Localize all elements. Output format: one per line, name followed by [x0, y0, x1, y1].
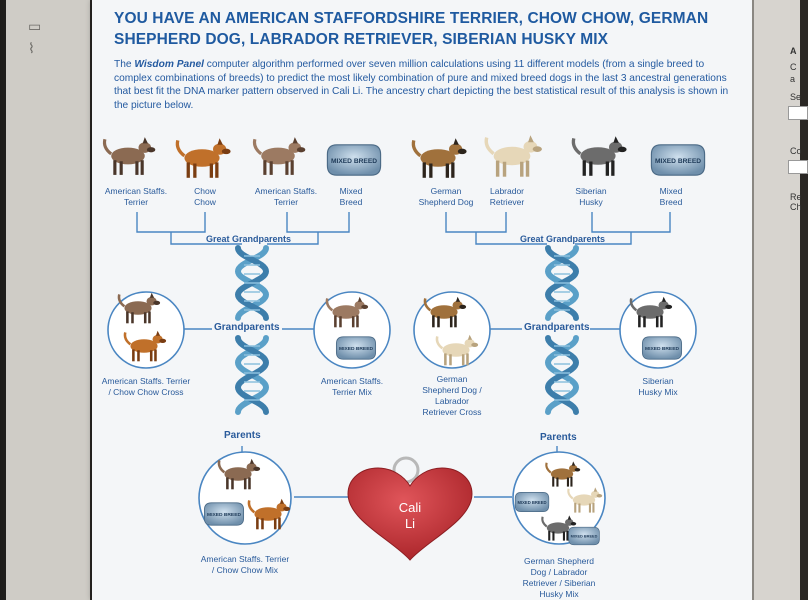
- mixed-breed-tag-icon: [336, 337, 375, 359]
- svg-text:MIXED BREED: MIXED BREED: [645, 347, 679, 353]
- parent-label: German Shepherd Dog / Labrador Retriever / Siberian Husky Mix: [522, 556, 596, 599]
- gen-label-grandparents: Grandparents: [524, 322, 590, 333]
- mixed-breed-tag-icon: [569, 527, 600, 545]
- gen-label-parents: Parents: [540, 432, 577, 443]
- dna-helix-icon: [548, 338, 576, 412]
- attachment-icon[interactable]: ⌇: [28, 40, 35, 56]
- gg-label: Mixed Breed: [339, 186, 363, 207]
- dog-icon: [413, 138, 466, 178]
- dna-helix-icon: [548, 248, 576, 318]
- gen-label-great-grandparents: Great Grandparents: [520, 234, 606, 244]
- svg-text:MIXED BREED: MIXED BREED: [339, 347, 373, 353]
- dog-icon: [104, 137, 155, 175]
- parent-label: American Staffs. Terrier / Chow Chow Mix: [200, 554, 290, 575]
- svg-text:MIXED BREED: MIXED BREED: [654, 157, 702, 165]
- viewer-left-toolbar: [6, 0, 90, 600]
- gg-label: Siberian Husky: [575, 186, 607, 207]
- mixed-breed-tag-icon: [642, 337, 681, 359]
- dog-icon: [573, 136, 626, 176]
- dna-helix-icon: [238, 338, 266, 412]
- gg-label: Mixed Breed: [659, 186, 683, 207]
- gg-label: Labrador Retriever: [489, 186, 525, 207]
- page-title: YOU HAVE AN AMERICAN STAFFORDSHIRE TERRIER, CHOW CHOW, GERMAN SHEPHERD DOG, LABRADOR RETRIEVER, SIBERIAN HUSKY MIX: [114, 10, 709, 48]
- gg-label: German Shepherd Dog: [418, 186, 474, 207]
- gen-label-great-grandparents: Great Grandparents: [206, 234, 292, 244]
- side-panel-field[interactable]: [788, 106, 808, 120]
- brand-name: Wisdom Panel: [134, 59, 204, 70]
- dog-name: Cali Li: [398, 500, 422, 531]
- mixed-breed-tag-icon: [651, 145, 704, 175]
- connector-lines: [137, 212, 670, 497]
- side-panel-field[interactable]: [788, 160, 808, 174]
- bookmark-icon[interactable]: ▭: [28, 18, 42, 34]
- gg-label: American Staffs. Terrier: [104, 186, 168, 207]
- gen-label-parents: Parents: [224, 430, 261, 441]
- mixed-breed-tag-icon: [515, 492, 549, 511]
- dog-icon: [177, 138, 230, 178]
- dog-icon: [254, 137, 305, 175]
- svg-text:MIXED BREED: MIXED BREED: [207, 513, 241, 519]
- gen-label-grandparents: Grandparents: [214, 322, 280, 333]
- grandparent-label: German Shepherd Dog / Labrador Retriever Cross: [422, 374, 482, 417]
- document-page: [92, 0, 752, 600]
- grandparent-label: American Staffs. Terrier / Chow Chow Cross: [101, 376, 191, 397]
- grandparent-label: Siberian Husky Mix: [638, 376, 678, 397]
- gg-label: American Staffs. Terrier: [254, 186, 318, 207]
- svg-text:MIXED BREED: MIXED BREED: [330, 157, 378, 165]
- grandparent-label: American Staffs. Terrier Mix: [320, 376, 384, 397]
- mixed-breed-tag-icon: [204, 503, 243, 525]
- viewer-right-panel: A C a Se Co Re Ch: [752, 0, 800, 600]
- mixed-breed-tag-icon: [327, 145, 380, 175]
- dna-helix-icon: [238, 248, 266, 318]
- intro-paragraph: The Wisdom Panel computer algorithm performed over seven million calculations using 11 different models (from a single breed to complex combinations of breeds) to predict the most likely combination of pure and mixed breed dogs in the last 3 ancestral generations that best fit the DNA marker pattern observed in Cali Li. The ancestry chart depicting the best statistical result of this analysis is shown in the picture below.: [114, 59, 729, 111]
- gg-label: Chow Chow: [194, 186, 216, 207]
- svg-text:MIXED BREED: MIXED BREED: [570, 534, 598, 539]
- dog-icon: [486, 135, 542, 176]
- svg-text:MIXED BREED: MIXED BREED: [517, 499, 547, 505]
